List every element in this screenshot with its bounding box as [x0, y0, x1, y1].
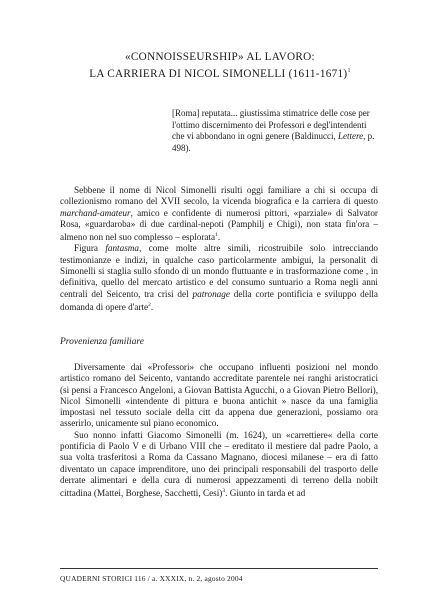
intro-paragraph-2	[60, 243, 378, 313]
intro-p1-text-a: Sebbene il nome di Nicol Simonelli risulti oggi familiare a chi si occupa di collezionismo romano del XVII secolo, la vicenda biografica e la carriera di questo	[60, 185, 378, 207]
section-paragraph-2	[60, 430, 378, 500]
section-paragraph-1: Diversamente dai «Professori» che occupano influenti posizioni nel mondo artistico romano del Seicento, vantando accreditate parentele nei ranghi aristocratici (si pensi a Francesco Angeloni, a Giovan Battista Agucchi, o a Giovan Pietro Bellori), Nicol Simonelli «intendente di pittura e buona antichit » nasce da una famiglia impostasi nel tessuto sociale della citt da appena due generazioni, possiamo ora asserirlo, unicamente sul piano economico.	[60, 362, 378, 429]
title-line-2: LA CARRIERA DI NICOL SIMONELLI (1611-1671)	[89, 68, 348, 80]
intro-p2-end: .	[150, 301, 154, 312]
section-p2-text-a: Suo nonno infatti Giacomo Simonelli (m. 1624), un «carrettiere« della corte pontificia di Paolo V e di Urbano VIII che – ereditato il mestiere dal padre Paolo, a sua volta trasferitosi a Roma da Cassano Magnano, diocesi milanese – era di fatto diventato un capace imprenditore, uno dei principali responsabili del trasporto delle derrate alimentari e della cura di numerosi appezzamenti di terreno della nobilt cittadina (Mattei, Borghese, Sacchetti, Cesi)	[60, 429, 378, 499]
intro-p2-italic-2: patronage	[192, 288, 230, 299]
epigraph	[172, 108, 377, 154]
intro-p1-text-b: , amico e confidente di numerosi pittori, «parziale» di Salvator Rosa, «guardaroba» di due cardinal-nepoti (Pamphilj e Chigi), non stata fin'ora – almeno non nel suo complesso – esplorata	[60, 207, 378, 243]
intro-p2-text-c: della corte pontificia e sviluppo della domanda di opere d'arte	[60, 288, 378, 312]
footnote-marker-1: 1	[215, 232, 218, 239]
intro-p1-italic: marchand-amateur	[60, 207, 131, 218]
intro-paragraph-1: Sebbene il nome di Nicol Simonelli risulti oggi familiare a chi si occupa di collezionismo romano del XVII secolo, la vicenda biografica e la carriera di questo marchand-amateur, amico e confidente di numerosi pittori, «parziale» di Salvator Rosa, «guardaroba» di due cardinal-nepoti (Pamphilj e Chigi), non stata fin'ora – almeno non nel suo complesso – esplorata$^1$.	[60, 185, 378, 243]
footnote-marker-3: 3	[222, 488, 226, 495]
intro-p2-text-b: , come molte altre simili, ricostruibile solo intrecciando testimonianze e indizi, in qualche caso particolarmente ambigui, la personalit di Simonelli si staglia sullo sfondo di un mondo fluttuante e in trasformazione come , in definitiva, quello del mercato artistico e del consumo suntuario a Roma negli anni centrali del Seicento, tra crisi del	[60, 243, 378, 299]
intro-body	[60, 185, 378, 313]
footer-rule	[60, 568, 378, 569]
intro-p2-italic: fantasma	[105, 243, 140, 254]
title-footnote-marker: 1	[347, 68, 351, 74]
section-p2-text-b: . Giunto in tarda et ad	[225, 488, 306, 499]
epigraph-source-italic: Lettere	[337, 131, 364, 142]
epigraph-tail: , p. 498).	[172, 131, 375, 153]
article-title	[60, 50, 380, 81]
title-line-1: «CONNOISSEURSHIP» AL LAVORO:	[125, 51, 315, 63]
intro-p2-text-a: Figura	[74, 243, 106, 254]
section-body	[60, 362, 378, 500]
journal-footer: QUADERNI STORICI 116 / a. XXXIX, n. 2, agosto 2004	[60, 574, 243, 583]
section-heading: Provenienza familiare	[60, 337, 144, 347]
footnote-marker-2: 2	[148, 301, 151, 308]
epigraph-text: [Roma] reputata... giustissima stimatrice delle cose per l'ottimo discernimento dei Professori e degl'intendenti che vi abbondano in ogni genere (Baldinucci,	[172, 108, 370, 142]
